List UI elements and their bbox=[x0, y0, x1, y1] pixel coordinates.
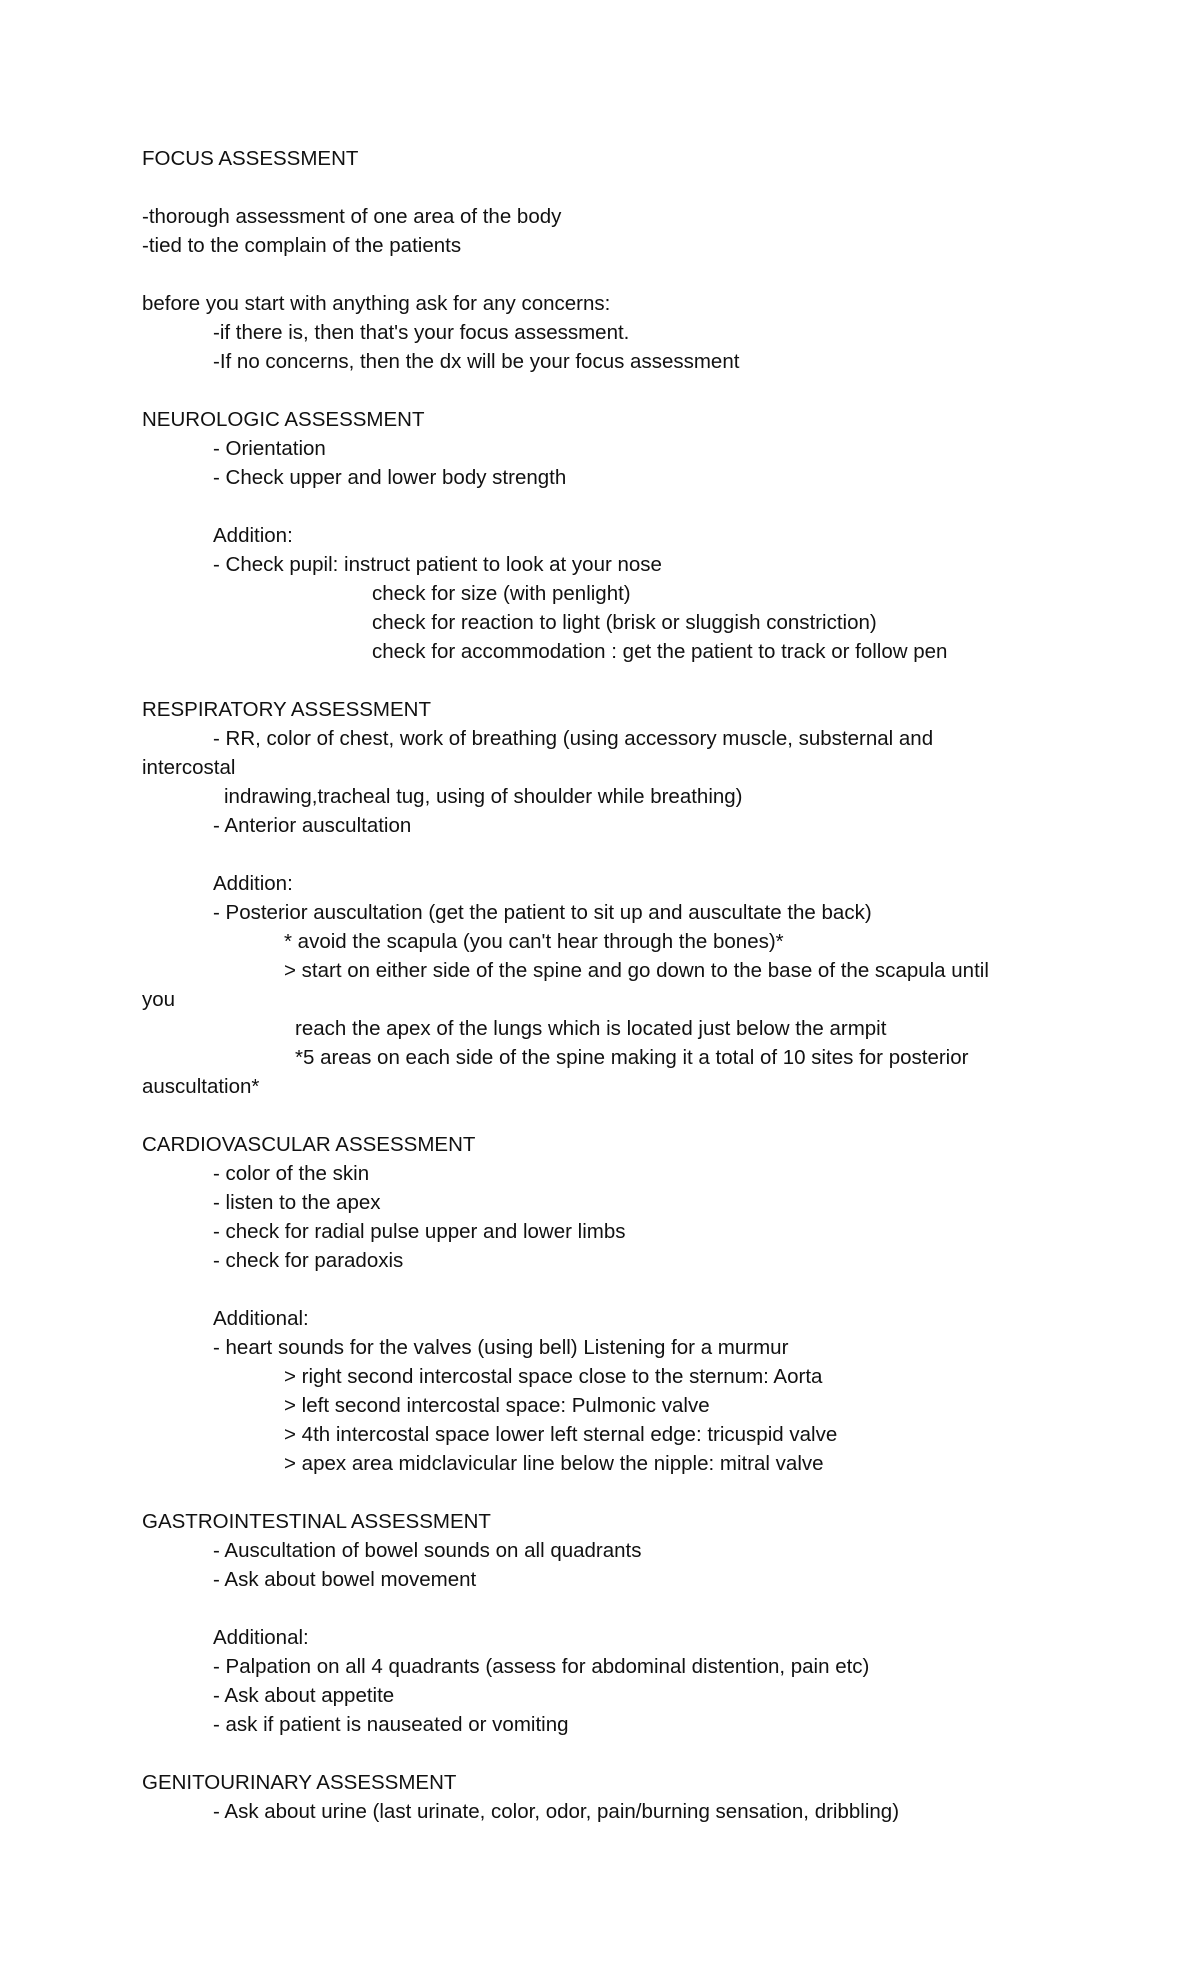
text-line: - heart sounds for the valves (using bell) Listening for a murmur bbox=[213, 1336, 789, 1359]
text-line: Additional: bbox=[213, 1307, 309, 1330]
text-line: - ask if patient is nauseated or vomiting bbox=[213, 1713, 569, 1736]
text-line: - check for paradoxis bbox=[213, 1249, 404, 1272]
text-line: -if there is, then that's your focus assessment. bbox=[213, 321, 630, 344]
text-line: check for size (with penlight) bbox=[372, 582, 631, 605]
text-line: auscultation* bbox=[142, 1075, 260, 1098]
text-line: - check for radial pulse upper and lower limbs bbox=[213, 1220, 626, 1243]
text-line: - listen to the apex bbox=[213, 1191, 381, 1214]
text-line: before you start with anything ask for any concerns: bbox=[142, 292, 611, 315]
text-line: > apex area midclavicular line below the nipple: mitral valve bbox=[284, 1452, 824, 1475]
heading-genitourinary-assessment: GENITOURINARY ASSESSMENT bbox=[142, 1771, 457, 1794]
text-line: -tied to the complain of the patients bbox=[142, 234, 462, 257]
text-line: - Ask about appetite bbox=[213, 1684, 395, 1707]
text-line: Addition: bbox=[213, 524, 293, 547]
text-line: reach the apex of the lungs which is located just below the armpit bbox=[295, 1017, 887, 1040]
text-line: - Ask about bowel movement bbox=[213, 1568, 477, 1591]
text-line: > right second intercostal space close to the sternum: Aorta bbox=[284, 1365, 823, 1388]
text-line: you bbox=[142, 988, 176, 1011]
text-line: - Palpation on all 4 quadrants (assess for abdominal distention, pain etc) bbox=[213, 1655, 870, 1678]
text-line: - Posterior auscultation (get the patient to sit up and auscultate the back) bbox=[213, 901, 872, 924]
text-line: *5 areas on each side of the spine making it a total of 10 sites for posterior bbox=[295, 1046, 969, 1069]
text-line: - color of the skin bbox=[213, 1162, 370, 1185]
text-line: - Check pupil: instruct patient to look at your nose bbox=[213, 553, 662, 576]
text-line: -If no concerns, then the dx will be your focus assessment bbox=[213, 350, 740, 373]
text-line: check for reaction to light (brisk or sluggish constriction) bbox=[372, 611, 877, 634]
text-line: check for accommodation : get the patient to track or follow pen bbox=[372, 640, 948, 663]
text-line: - Ask about urine (last urinate, color, odor, pain/burning sensation, dribbling) bbox=[213, 1800, 900, 1823]
text-line: > start on either side of the spine and go down to the base of the scapula until bbox=[284, 959, 989, 982]
text-line: intercostal bbox=[142, 756, 236, 779]
text-line: - Anterior auscultation bbox=[213, 814, 412, 837]
text-line: > left second intercostal space: Pulmonic valve bbox=[284, 1394, 710, 1417]
text-line: indrawing,tracheal tug, using of shoulder while breathing) bbox=[224, 785, 743, 808]
text-line: - Orientation bbox=[213, 437, 326, 460]
text-line: * avoid the scapula (you can't hear through the bones)* bbox=[284, 930, 784, 953]
text-line: - RR, color of chest, work of breathing (using accessory muscle, substernal and bbox=[213, 727, 934, 750]
heading-gastrointestinal-assessment: GASTROINTESTINAL ASSESSMENT bbox=[142, 1510, 491, 1533]
text-line: -thorough assessment of one area of the body bbox=[142, 205, 562, 228]
heading-cardiovascular-assessment: CARDIOVASCULAR ASSESSMENT bbox=[142, 1133, 476, 1156]
heading-neurologic-assessment: NEUROLOGIC ASSESSMENT bbox=[142, 408, 425, 431]
text-line: - Check upper and lower body strength bbox=[213, 466, 567, 489]
heading-respiratory-assessment: RESPIRATORY ASSESSMENT bbox=[142, 698, 431, 721]
heading-focus-assessment: FOCUS ASSESSMENT bbox=[142, 147, 359, 170]
text-line: Addition: bbox=[213, 872, 293, 895]
text-line: Additional: bbox=[213, 1626, 309, 1649]
text-line: - Auscultation of bowel sounds on all quadrants bbox=[213, 1539, 642, 1562]
text-line: > 4th intercostal space lower left sternal edge: tricuspid valve bbox=[284, 1423, 838, 1446]
